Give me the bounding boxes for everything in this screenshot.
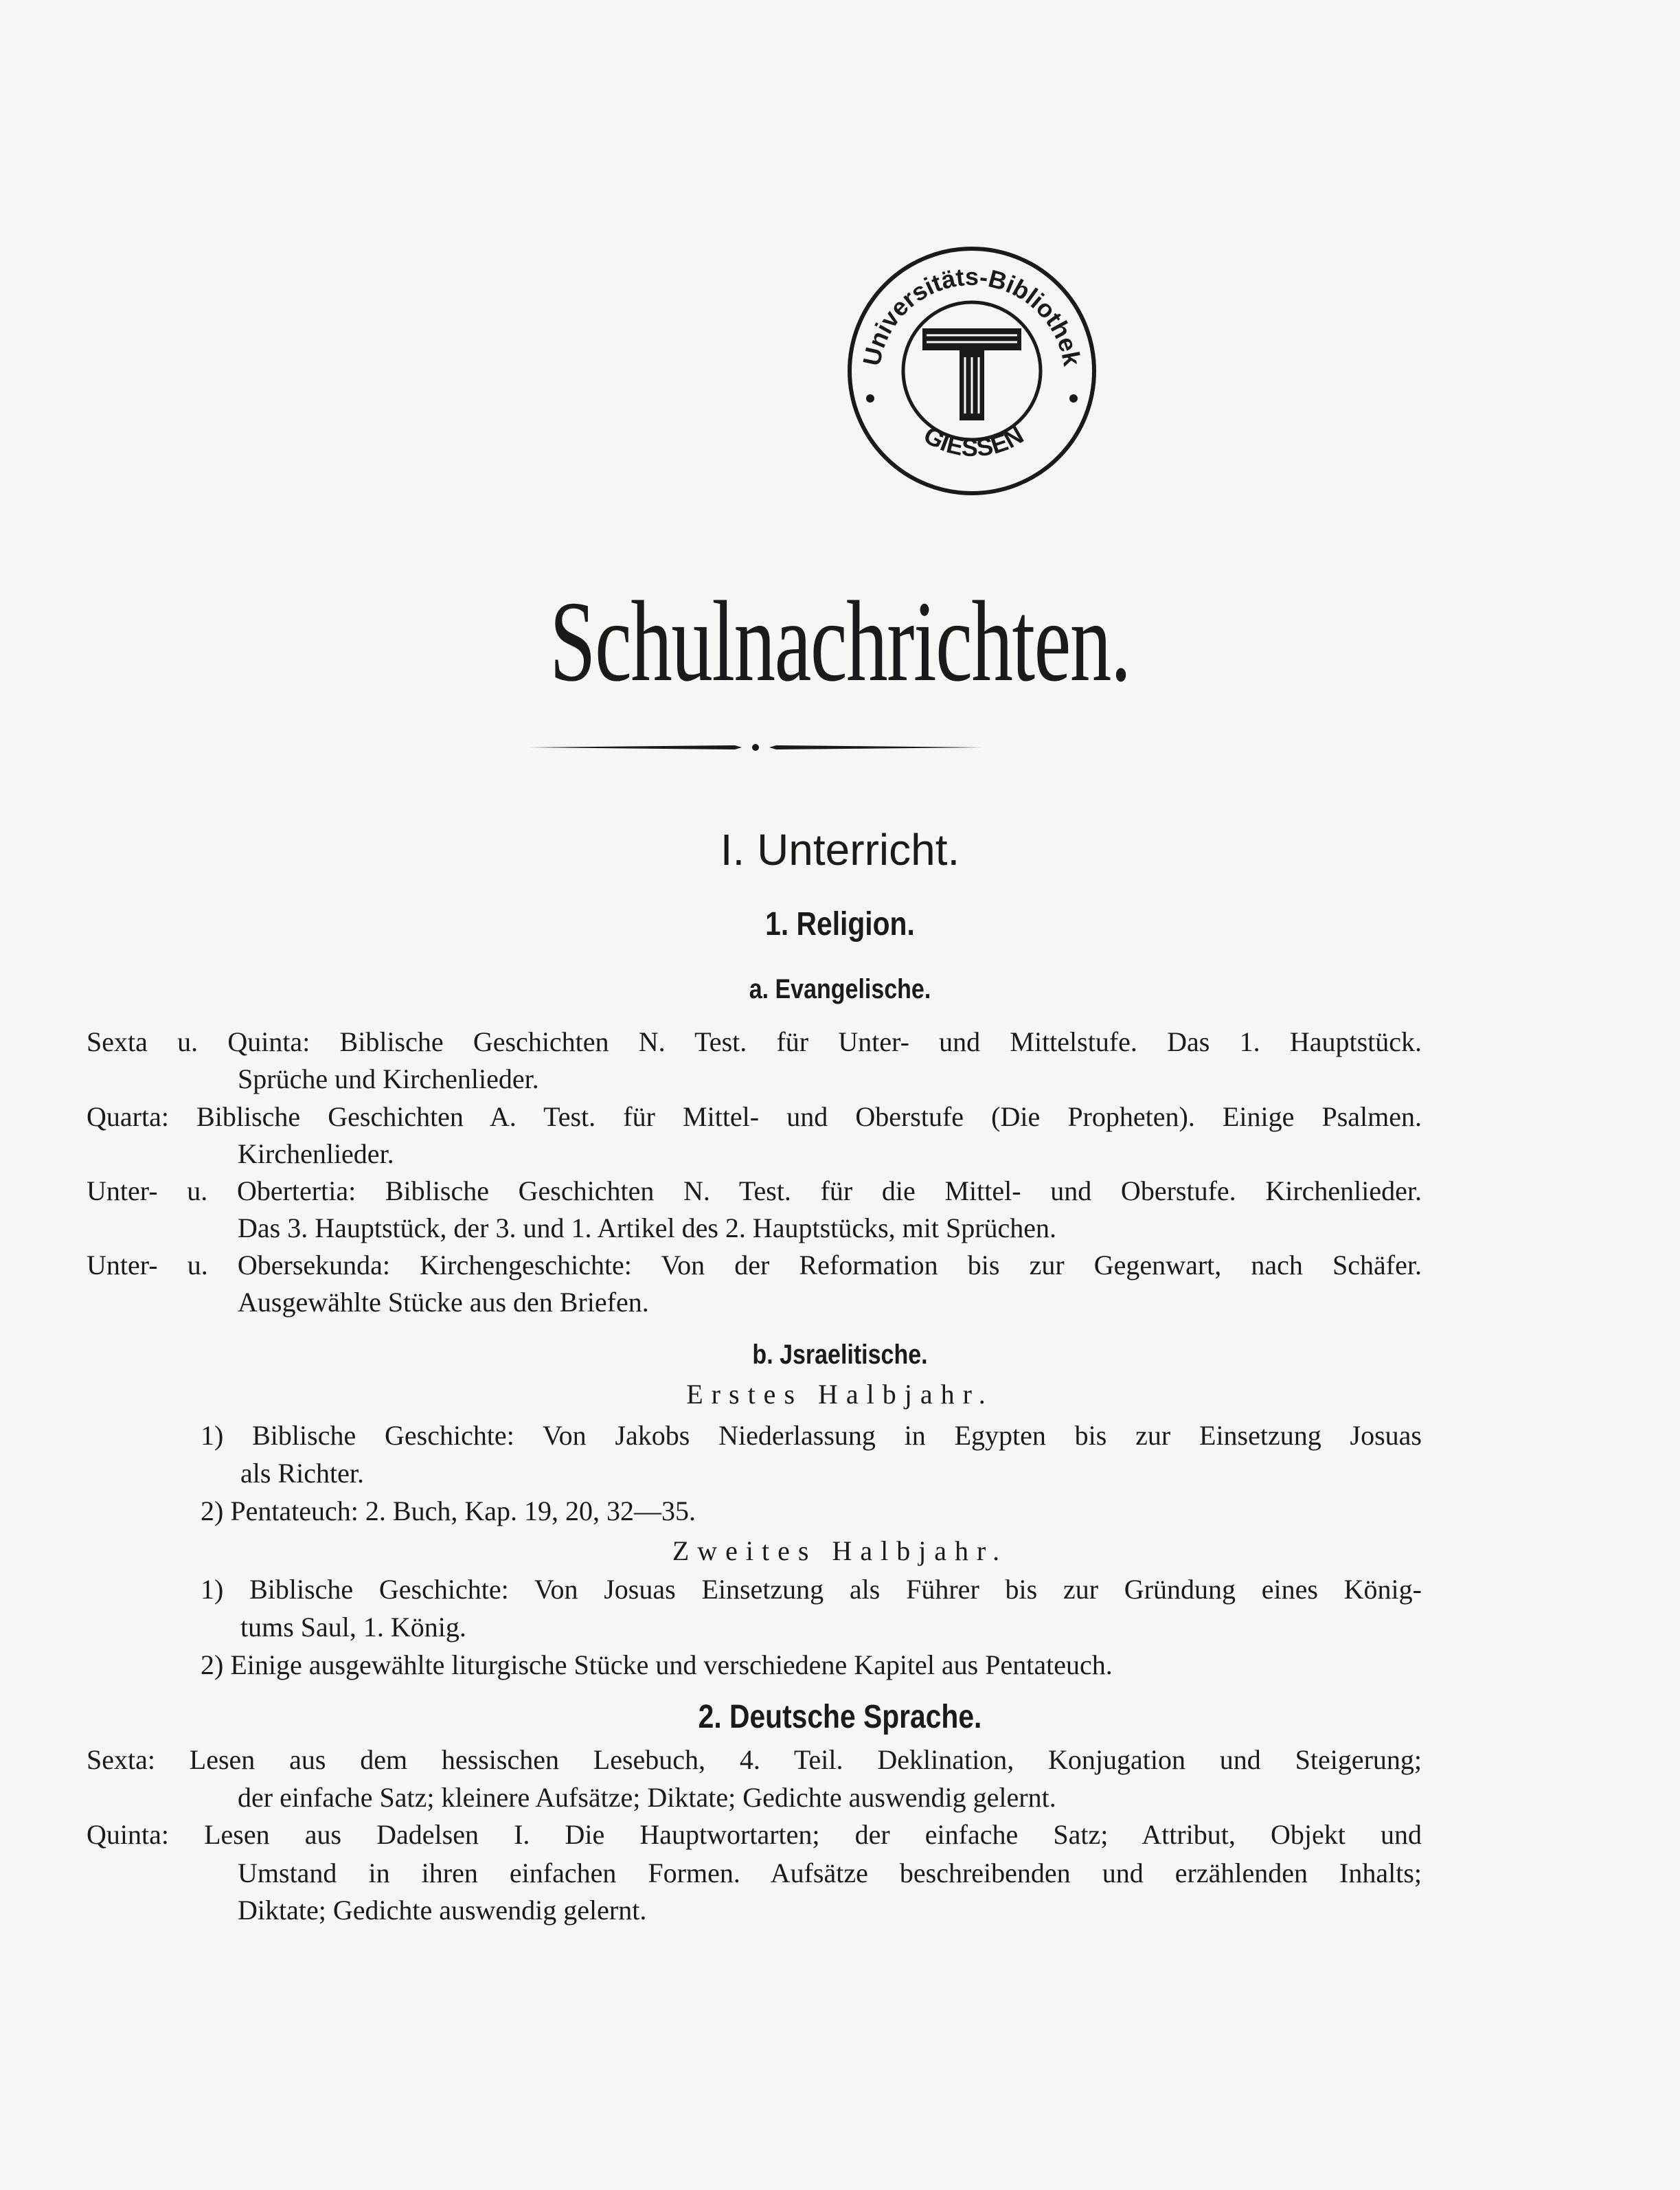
text-line: Unter- u. Obertertia: Biblische Geschichten N. Test. für die Mittel- und Oberstufe. Kirchenlieder. [87,1175,1422,1206]
text-line: Diktate; Gedichte auswendig gelernt. [238,1895,647,1926]
text-line: 1) Biblische Geschichte: Von Jakobs Niederlassung in Egypten bis zur Einsetzung Josuas [201,1420,1422,1451]
text-line: Ausgewählte Stücke aus den Briefen. [238,1287,649,1318]
text-line: 1) Biblische Geschichte: Von Josuas Einsetzung als Führer bis zur Gründung eines König- [201,1574,1422,1605]
subject-heading-deutsch: 2. Deutsche Sprache. [698,1699,982,1735]
text-line: 2) Einige ausgewählte liturgische Stücke und verschiedene Kapitel aus Pentateuch. [201,1649,1113,1680]
page-title: Schulnachrichten. [549,578,1131,705]
text-line: Sexta: Lesen aus dem hessischen Lesebuch, 4. Teil. Deklination, Konjugation und Steigerung; [87,1744,1422,1775]
text-line: als Richter. [240,1458,364,1489]
text-line: Umstand in ihren einfachen Formen. Aufsätze beschreibenden und erzählenden Inhalts; [238,1858,1422,1888]
t-emblem-icon [922,328,1021,420]
text-line: Das 3. Hauptstück, der 3. und 1. Artikel des 2. Hauptstücks, mit Sprüchen. [238,1212,1057,1243]
subheading-evangelisch: a. Evangelische. [749,974,931,1004]
text-line: 2) Pentateuch: 2. Buch, Kap. 19, 20, 32—35. [201,1495,696,1526]
term-heading-erstes: Erstes Halbjahr. [686,1379,994,1410]
term-heading-zweites: Zweites Halbjahr. [672,1535,1008,1566]
text-line: Quarta: Biblische Geschichten A. Test. für Mittel- und Oberstufe (Die Propheten). Einige Psalmen. [87,1101,1422,1132]
subheading-israelitisch: b. Jsraelitische. [752,1340,928,1370]
text-line: Unter- u. Obersekunda: Kirchengeschichte: Von der Reformation bis zur Gegenwart, nach Schäfer. [87,1250,1422,1280]
text-line: Sprüche und Kirchenlieder. [238,1063,539,1094]
text-line: tums Saul, 1. König. [240,1612,466,1642]
text-line: Sexta u. Quinta: Biblische Geschichten N. Test. für Unter- und Mittelstufe. Das 1. Hauptstück. [87,1026,1422,1057]
library-stamp [841,240,1102,501]
section-heading: I. Unterricht. [720,825,960,874]
subject-heading-religion: 1. Religion. [765,906,915,942]
text-line: Kirchenlieder. [238,1138,394,1169]
ornamental-divider [529,739,982,756]
svg-text:GIESSEN: GIESSEN [919,420,1028,462]
text-line: Quinta: Lesen aus Dadelsen I. Die Hauptwortarten; der einfache Satz; Attribut, Objekt und [87,1819,1422,1850]
svg-text:Universitäts-Bibliothek: Universitäts-Bibliothek [857,262,1087,368]
text-line: der einfache Satz; kleinere Aufsätze; Diktate; Gedichte auswendig gelernt. [238,1782,1056,1813]
